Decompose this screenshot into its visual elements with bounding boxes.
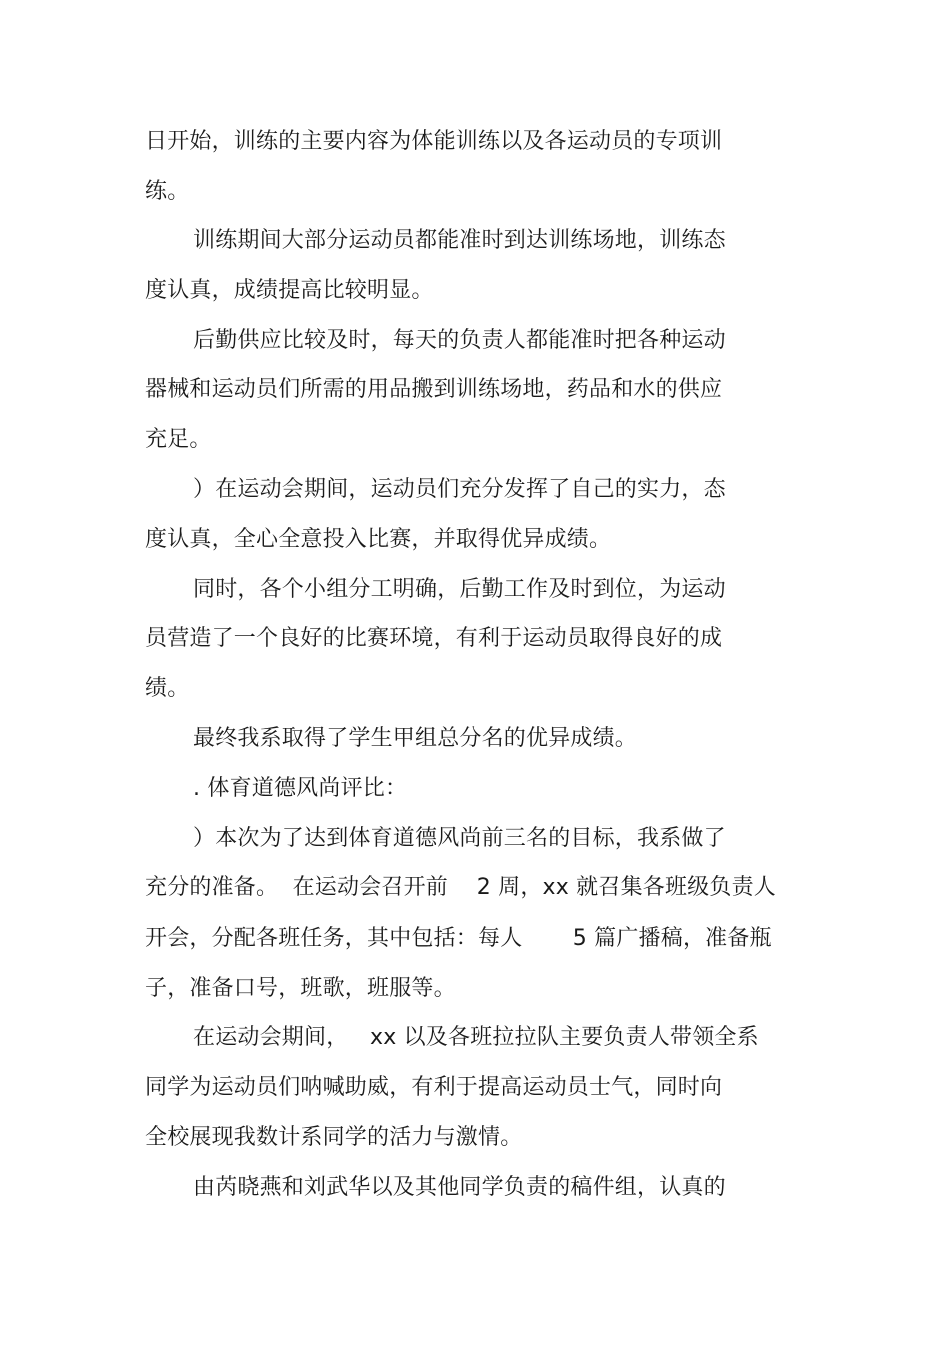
text-line: 子，准备口号，班歌，班服等。 <box>145 976 456 1001</box>
text-line: 器械和运动员们所需的用品搬到训练场地，药品和水的供应 <box>145 377 723 402</box>
text-line: 绩。 <box>145 676 190 701</box>
text-line: 在运动会期间， xx 以及各班拉拉队主要负责人带领全系 <box>193 1025 759 1050</box>
text-line: 度认真，全心全意投入比赛，并取得优异成绩。 <box>145 527 612 552</box>
text-line: 充分的准备。 在运动会召开前 2 周，xx 就召集各班级负责人 <box>145 875 776 900</box>
section-heading: . 体育道德风尚评比： <box>193 776 408 801</box>
text-line: 训练期间大部分运动员都能准时到达训练场地，训练态 <box>193 228 726 253</box>
text-line: 日开始，训练的主要内容为体能训练以及各运动员的专项训 <box>145 129 723 154</box>
text-line: 由芮晓燕和刘武华以及其他同学负责的稿件组，认真的 <box>193 1175 726 1200</box>
text-line: 全校展现我数计系同学的活力与激情。 <box>145 1125 523 1150</box>
text-line: 练。 <box>145 179 190 204</box>
text-line: 同时，各个小组分工明确，后勤工作及时到位，为运动 <box>193 577 726 602</box>
text-line: 后勤供应比较及时，每天的负责人都能准时把各种运动 <box>193 328 726 353</box>
text-line: 最终我系取得了学生甲组总分名的优异成绩。 <box>193 726 638 751</box>
text-line: 充足。 <box>145 427 212 452</box>
text-line: 开会，分配各班任务，其中包括：每人 5 篇广播稿，准备瓶 <box>145 926 772 951</box>
text-line: ）本次为了达到体育道德风尚前三名的目标，我系做了 <box>193 826 726 851</box>
text-line: 同学为运动员们呐喊助威，有利于提高运动员士气，同时向 <box>145 1075 723 1100</box>
text-line: 度认真，成绩提高比较明显。 <box>145 278 434 303</box>
text-line: 员营造了一个良好的比赛环境，有利于运动员取得良好的成 <box>145 626 723 651</box>
text-line: ）在运动会期间，运动员们充分发挥了自己的实力，态 <box>193 477 726 502</box>
